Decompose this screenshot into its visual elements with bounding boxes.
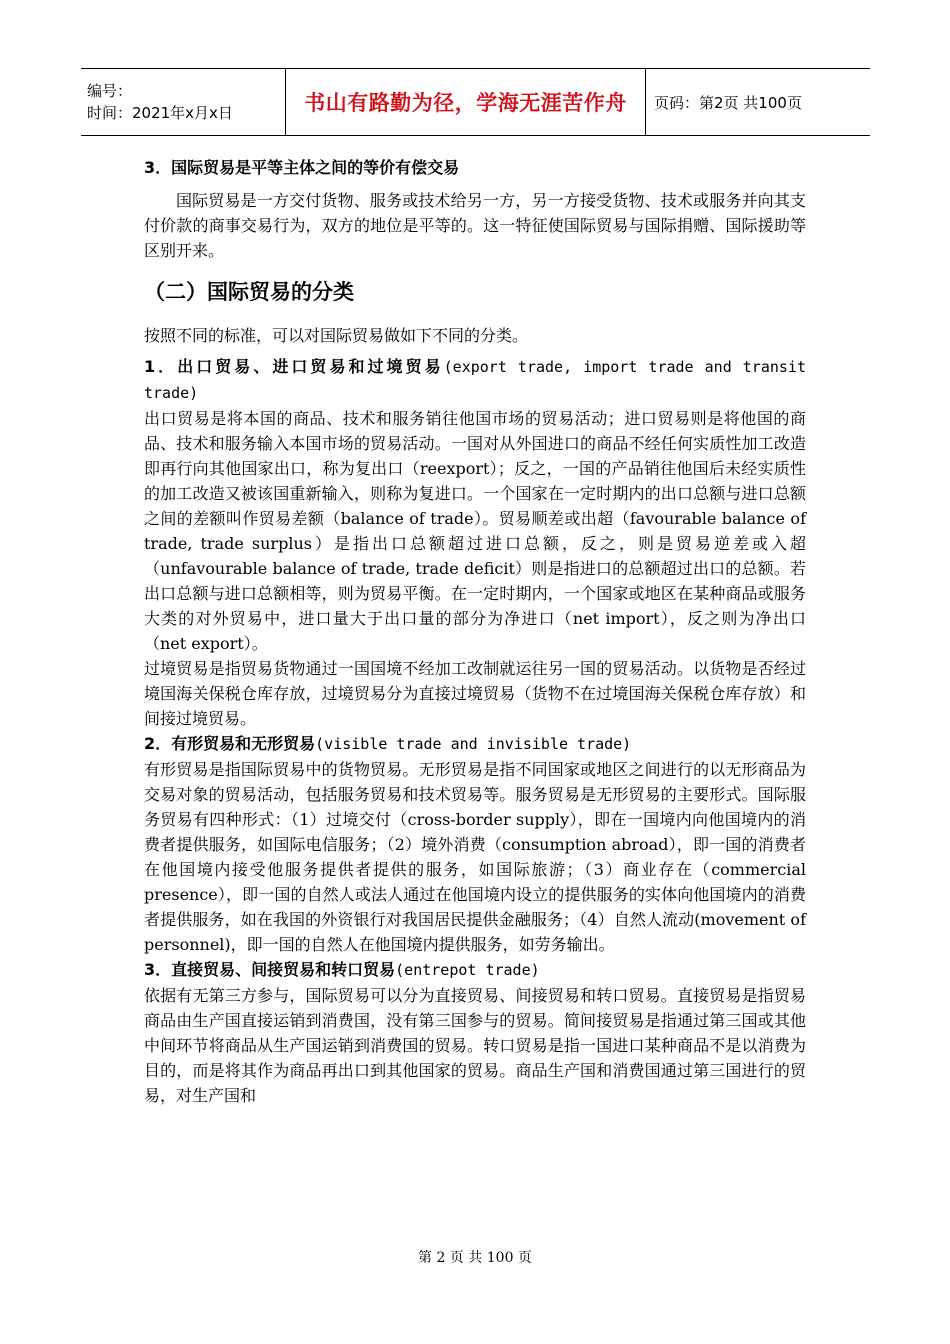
item2-paragraph: 有形贸易是指国际贸易中的货物贸易。无形贸易是指不同国家或地区之间进行的以无形商品为交易对象的贸易活动，包括服务贸易和技术贸易等。服务贸易是无形贸易的主要形式。国际服务贸易有四种形式：（1）过境交付（cross-border supply），即在一国境内向他国境内的消费者提供服务，如国际电信服务；（2）境外消费（consumption abroad），即一国的消费者在他国境内接受他服务提供者提供的服务，如国际旅游；（3）商业存在（commercial presence），即一国的自然人或法人通过在他国境内设立的提供服务的实体向他国境内的消费者提供服务，如在我国的外资银行对我国居民提供金融服务；（4）自然人流动(movement of personnel)，即一国的自然人在他国境内提供服务，如劳务输出。 — [144, 760, 806, 954]
document-body — [144, 155, 806, 1108]
item1-heading — [144, 354, 806, 406]
section3-paragraph: 国际贸易是一方交付货物、服务或技术给另一方，另一方接受货物、技术或服务并向其支付价款的商事交易行为，双方的地位是平等的。这一特征使国际贸易与国际捐赠、国际援助等区别开来。 — [144, 191, 806, 260]
item3-heading — [144, 957, 806, 983]
section3-heading: 3．国际贸易是平等主体之间的等价有偿交易 — [144, 158, 460, 177]
page-header — [81, 68, 870, 136]
item3-heading-cn: 3．直接贸易、间接贸易和转口贸易 — [144, 960, 396, 979]
item2-heading-en: (visible trade and invisible trade) — [315, 735, 632, 753]
item3-heading-en: (entrepot trade) — [395, 961, 540, 979]
header-motto: 书山有路勤为径，学海无涯苦作舟 — [286, 69, 646, 136]
item2-heading-cn: 2．有形贸易和无形贸易 — [144, 734, 316, 753]
header-page-number: 页码：第2页 共100页 — [654, 93, 802, 112]
header-meta — [81, 69, 286, 136]
page-footer: 第 2 页 共 100 页 — [418, 1250, 532, 1266]
item1-paragraph-1: 出口贸易是将本国的商品、技术和服务销往他国市场的贸易活动；进口贸易则是将他国的商品、技术和服务输入本国市场的贸易活动。一国对从外国进口的商品不经任何实质性加工改造即再行向其他国家出口，称为复出口（reexport）；反之，一国的产品销往他国后未经实质性的加工改造又被该国重新输入，则称为复进口。一个国家在一定时期内的出口总额与进口总额之间的差额叫作贸易差额（balance of trade）。贸易顺差或出超（favourable balance of trade, trade surplus）是指出口总额超过进口总额，反之，则是贸易逆差或入超（unfavourable balance of trade, trade deficit）则是指进口的总额超过出口的总额。若出口总额与进口总额相等，则为贸易平衡。在一定时期内，一个国家或地区在某种商品或服务大类的对外贸易中，进口量大于出口量的部分为净进口（net import），反之则为净出口（net export）。 — [144, 409, 806, 653]
header-time: 时间：2021年x月x日 — [87, 104, 233, 122]
item1-heading-cn: 1．出口贸易、进口贸易和过境贸易 — [144, 357, 444, 376]
item1-heading-en: (export trade, import trade and transit trade) — [144, 358, 806, 402]
item2-heading — [144, 731, 806, 757]
section-b-heading: （二）国际贸易的分类 — [144, 280, 354, 304]
item3-paragraph: 依据有无第三方参与，国际贸易可以分为直接贸易、间接贸易和转口贸易。直接贸易是指贸易商品由生产国直接运销到消费国，没有第三国参与的贸易。简间接贸易是指通过第三国或其他中间环节将商品从生产国运销到消费国的贸易。转口贸易是指一国进口某种商品不是以消费为目的，而是将其作为商品再出口到其他国家的贸易。商品生产国和消费国通过第三国进行的贸易，对生产国和 — [144, 986, 806, 1105]
section-b-intro: 按照不同的标准，可以对国际贸易做如下不同的分类。 — [144, 326, 529, 345]
item1-paragraph-2: 过境贸易是指贸易货物通过一国国境不经加工改制就运往另一国的贸易活动。以货物是否经过境国海关保税仓库存放，过境贸易分为直接过境贸易（货物不在过境国海关保税仓库存放）和间接过境贸易。 — [144, 659, 806, 728]
header-number: 编号： — [87, 82, 133, 100]
